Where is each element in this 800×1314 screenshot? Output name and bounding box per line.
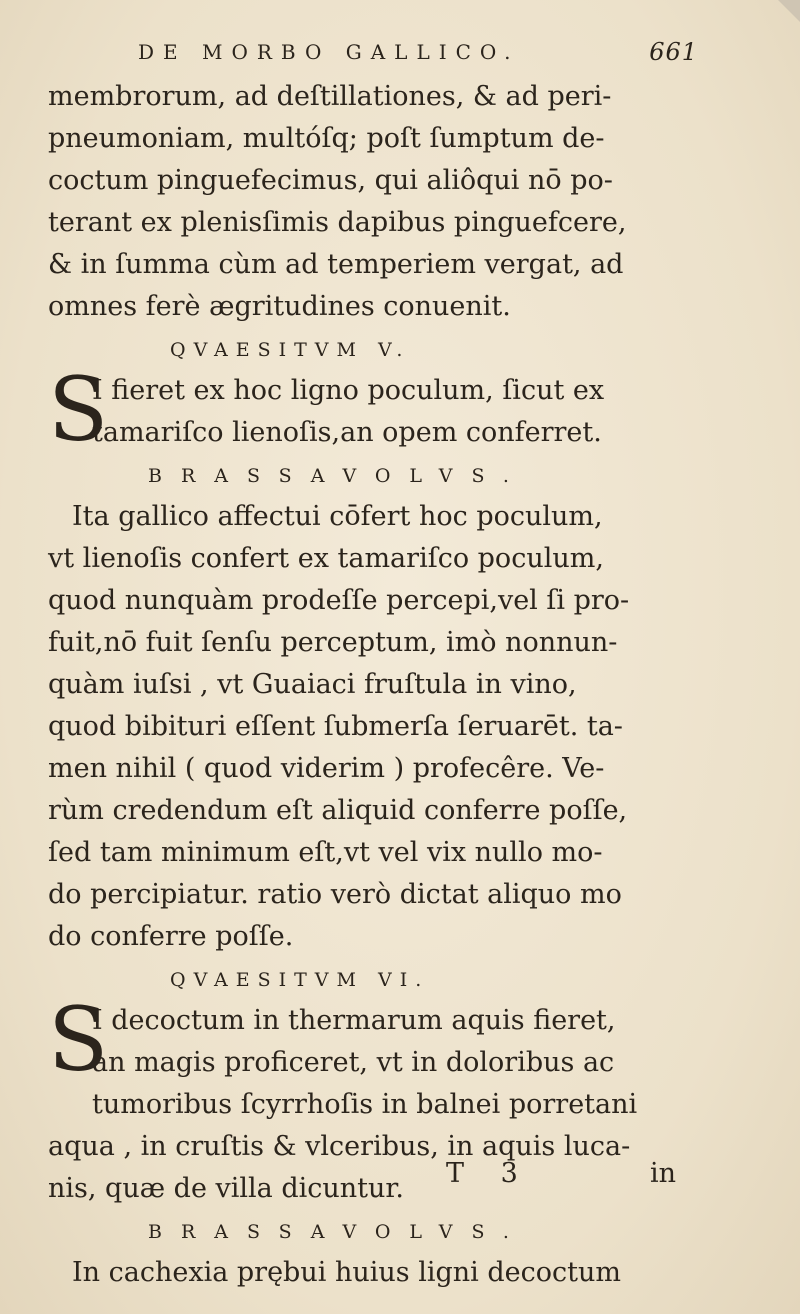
text-line: fuit,nō fuit ſenſu perceptum, imò nonnun- [48, 627, 618, 658]
text-line: tamariſco lienoſis,an opem conferret. [92, 417, 602, 448]
text-line: men nihil ( quod viderim ) profecêre. Ve- [48, 753, 605, 784]
text-line: pneumoniam, multóſq; poſt ſumptum de- [48, 123, 605, 154]
running-title: DE MORBO GALLICO. [138, 40, 520, 64]
text-line: coctum pinguefecimus, qui aliôqui nō po- [48, 165, 613, 196]
signature-mark: T 3 [446, 1158, 532, 1189]
page-corner-fold [778, 0, 800, 22]
brassavolus-heading: BRASSAVOLVS. [148, 465, 528, 487]
question-vi [48, 988, 668, 1091]
text-line: do percipiatur. ratio verò dictat aliquo mo [48, 879, 622, 910]
text-line: vt lienoſis confert ex tamariſco poculum, [48, 543, 604, 574]
body-text [48, 76, 668, 1294]
drop-cap-initial: S [48, 358, 109, 461]
text-line: I fieret ex hoc ligno poculum, ſicut ex [92, 375, 605, 406]
folio-number: 661 [649, 38, 698, 66]
text-line: terant ex plenisſimis dapibus pinguefcere, [48, 207, 627, 238]
text-line: an magis proficeret, vt in doloribus ac [92, 1047, 615, 1078]
text-line: rùm credendum eſt aliquid conferre poſſe, [48, 795, 628, 826]
text-line: In cachexia prębui huius ligni decoctum [72, 1257, 621, 1288]
drop-cap-initial: S [48, 988, 109, 1091]
quaesitum-vi-heading: QVAESITVM VI. [170, 969, 430, 991]
text-line: I decoctum in thermarum aquis fieret, [92, 1005, 616, 1036]
text-line: Ita gallico affectui cōfert hoc poculum, [72, 501, 603, 532]
text-line: do conferre poſſe. [48, 921, 294, 952]
text-line: quod bibituri eſſent ſubmerſa ſeruarēt. ta- [48, 711, 623, 742]
text-line: aqua , in cruſtis & vlceribus, in aquis luca- [48, 1131, 631, 1162]
text-line: membrorum, ad deſtillationes, & ad peri- [48, 81, 612, 112]
text-line: quàm iuſsi , vt Guaiaci fruſtula in vino, [48, 669, 577, 700]
text-line: & in ſumma cùm ad temperiem vergat, ad [48, 249, 624, 280]
quaesitum-v-heading: QVAESITVM V. [170, 339, 411, 361]
page-footer [436, 1158, 676, 1198]
text-line: quod nunquàm prodeſſe percepi,vel ſi pro- [48, 585, 630, 616]
question-v [48, 358, 668, 461]
catchword: in [649, 1158, 676, 1189]
text-line: nis, quæ de villa dicuntur. [48, 1173, 404, 1204]
text-line: omnes ferè ægritudines conuenit. [48, 291, 511, 322]
running-head [138, 36, 698, 70]
brassavolus-heading: BRASSAVOLVS. [148, 1221, 528, 1243]
text-line: ſed tam minimum eſt,vt vel vix nullo mo- [48, 837, 603, 868]
text-line: tumoribus ſcyrrhoſis in balnei porretani [92, 1089, 638, 1120]
